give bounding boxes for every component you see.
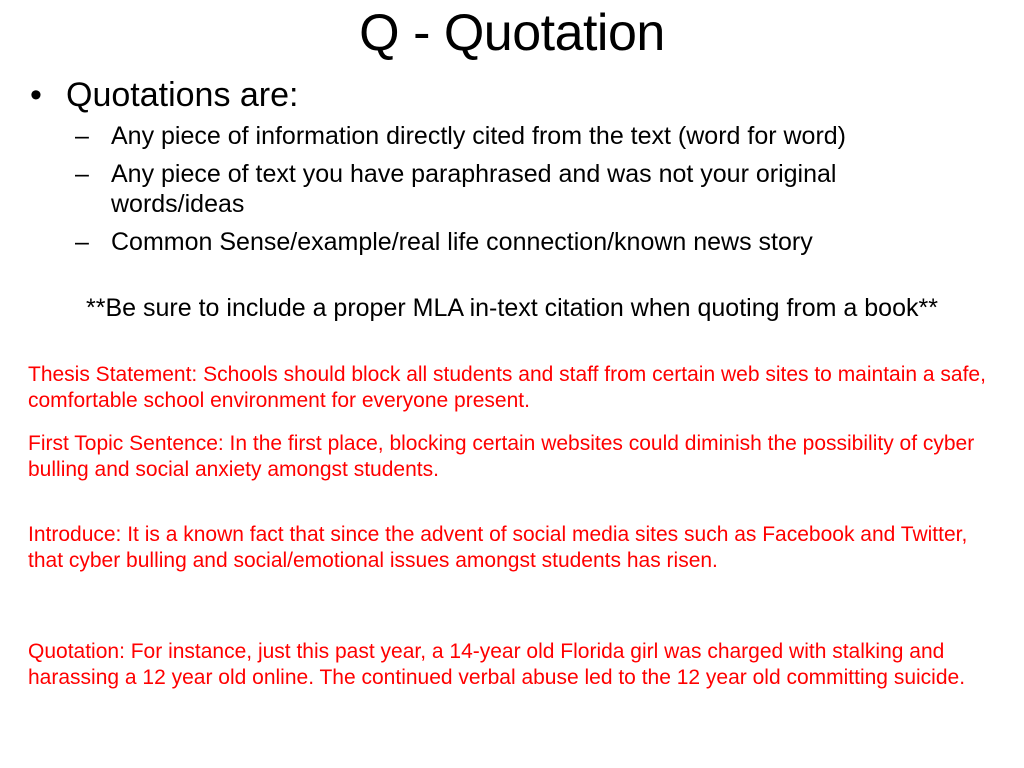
sub-bullet-item xyxy=(75,159,955,219)
dash-symbol: – xyxy=(75,228,89,256)
slide-title: Q - Quotation xyxy=(359,4,665,62)
bullet-symbol: • xyxy=(30,76,42,114)
sub-bullet-text: Any piece of text you have paraphrased and was not your original words/ideas xyxy=(111,160,837,218)
sub-bullet-text: Common Sense/example/real life connection/known news story xyxy=(111,228,813,256)
sub-bullet-item xyxy=(75,227,955,257)
quotation-paragraph: Quotation: For instance, just this past year, a 14-year old Florida girl was charged with stalking and harassing a 12 year old online. The continued verbal abuse led to the 12 year old committing suicide. xyxy=(28,640,966,689)
sub-bullet-text: Any piece of information directly cited from the text (word for word) xyxy=(111,122,847,150)
introduce-paragraph: Introduce: It is a known fact that since the advent of social media sites such as Facebook and Twitter, that cyber bulling and social/emotional issues amongst students has risen. xyxy=(28,523,968,572)
main-bullet-text: Quotations are: xyxy=(66,76,299,114)
sub-bullet-list xyxy=(75,121,955,265)
topic-sentence: First Topic Sentence: In the first place, blocking certain websites could diminish the possibility of cyber bulling and social anxiety amongst students. xyxy=(28,432,975,481)
dash-symbol: – xyxy=(75,122,89,150)
thesis-statement: Thesis Statement: Schools should block all students and staff from certain web sites to maintain a safe, comfortable school environment for everyone present. xyxy=(28,363,986,412)
mla-citation-note: **Be sure to include a proper MLA in-text citation when quoting from a book** xyxy=(86,294,938,322)
sub-bullet-item xyxy=(75,121,955,151)
dash-symbol: – xyxy=(75,160,89,188)
main-bullet xyxy=(30,74,990,116)
